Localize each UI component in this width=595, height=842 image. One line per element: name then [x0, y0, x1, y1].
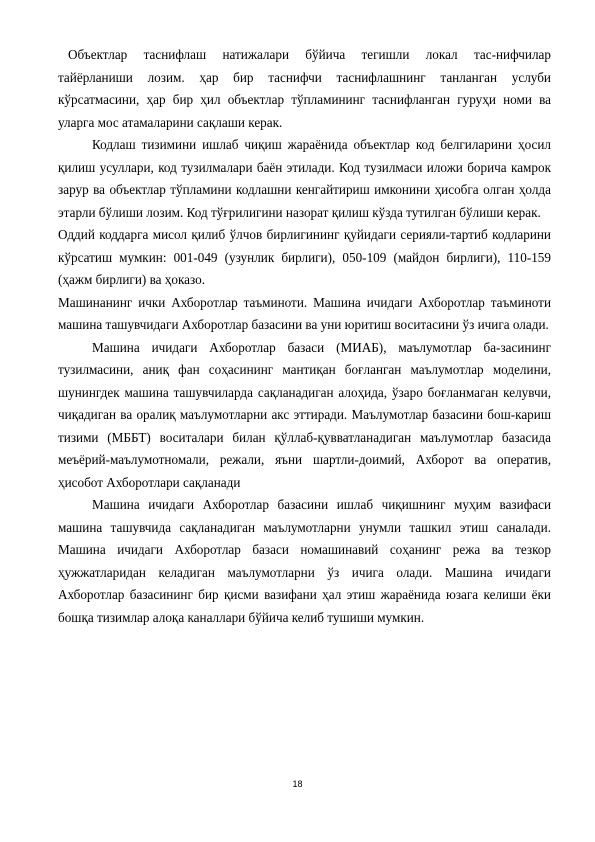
paragraph-info-base-tasks: Машина ичидаги Ахборотлар базасини ишлаб чиқишнинг муҳим вазифаси машина ташувчида сақланадиган маълумотларни унумли ташкил этиш саналади. Машина ичидаги Ахборотлар базаси номашинавий соҳанинг режа ва тезкор ҳужжатларидан келадиган маълумотларни ўз ичига олади. Машина ичидаги Ахборотлар базасининг бир қисми вазифани ҳал этиш жараёнида юзага келиши ёки бошқа тизимлар алоқа каналлари бўйича келиб тушиши мумкин.: [58, 497, 551, 625]
page-number: 18: [292, 779, 303, 789]
paragraph-info-base: Машина ичидаги Ахборотлар базаси (МИАБ), маълумотлар ба-засининг тузилмасини, аниқ фан соҳасининг мантиқан боғланган маълумотлар моделини, шунингдек машина ташувчиларда сақланадиган алоҳида, ўзаро боғланмаган келувчи, чиқадиган ва оралиқ маълумотларни акс эттиради. Маълумотлар базасини бош-кариш тизими (МББТ) воситалари билан қўллаб-қувватланадиган маълумотлар базасида меъёрий-маълумотномали, режали, яъни шартли-доимий, Ахборот ва оператив, ҳисобот Ахборотлари сақланади: [58, 339, 551, 490]
paragraph-coding-system: Кодлаш тизимини ишлаб чиқиш жараёнида объектлар код белгиларини ҳосил қилиш усуллари, код тузилмалари баён этилади. Код тузилмаси иложи борича камрок зарур ва объектлар тўпламини кодлашни кенгайтириш имконини ҳисобга олган ҳолда этарли бўлиши лозим. Код тўғрилигини назорат қилиш кўзда тутилган бўлиши керак.: [58, 137, 551, 220]
paragraph-internal-info-support: Машинанинг ички Ахборотлар таъминоти. Машина ичидаги Ахборотлар таъминоти машина ташувчидаги Ахборотлар базасини ва уни юритиш воситасини ўз ичига олади.: [58, 294, 551, 332]
paragraph-simple-codes: Оддий коддарга мисол қилиб ўлчов бирлигининг қуйидаги серияли-тартиб кодларини кўрсатиш мумкин: 001-049 (узунлик бирлиги), 050-109 (майдон бирлиги), 110-159 (ҳажм бирлиги) ва ҳоказо.: [58, 227, 551, 287]
paragraph-classification: Объектлар таснифлаш натижалари бўйича тегишли локал тас-нифчилар тайёрланиши лозим. ҳар бир таснифчи таснифлашнинг танланган услуби кўрсатмасини, ҳар бир ҳил объектлар тўпламининг таснифланган гуруҳи номи ва уларга мос атамаларини сақлаши керак.: [58, 47, 551, 130]
document-page: [58, 44, 551, 629]
